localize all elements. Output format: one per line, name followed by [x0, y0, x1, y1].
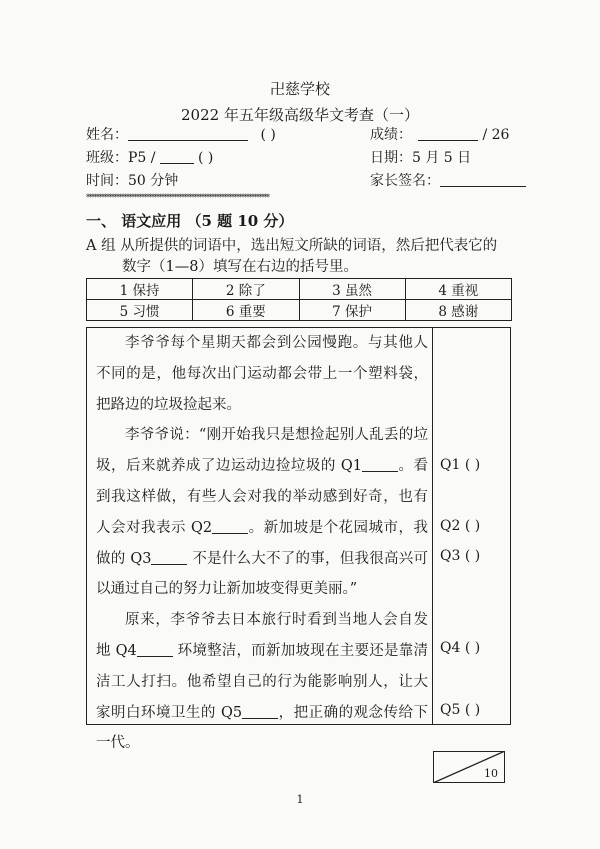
time-label: 时间：50 分钟	[86, 173, 179, 189]
passage-text	[96, 328, 428, 759]
class-field[interactable]	[160, 149, 194, 164]
word-option: 7 保护	[299, 300, 405, 321]
blank-q4[interactable]	[137, 642, 173, 657]
blank-q5[interactable]	[242, 704, 278, 719]
blank-q2[interactable]	[212, 519, 248, 534]
name-row	[86, 124, 276, 144]
class-row	[86, 147, 213, 167]
word-bank-row	[87, 279, 512, 300]
score-field[interactable]	[418, 126, 478, 141]
passage-paragraph-2: 李爷爷说：“刚开始我只是想捡起别人乱丢的垃圾，后来就养成了边运动边捡垃圾的 Q1 。看到我这样做，有些人会对我的举动感到好奇，也有人会对我表示 Q2 。新加坡是个花园城市，我做的 Q3 不是什么大不了的事，但我很高兴可以通过自己的努力让新加坡变得更美丽。”	[96, 427, 428, 598]
parent-row	[370, 170, 526, 190]
blank-q1[interactable]	[362, 457, 398, 472]
answer-q3[interactable]: Q3 ( )	[440, 548, 481, 564]
word-option: 8 感谢	[405, 300, 511, 321]
answer-q1[interactable]: Q1 ( )	[440, 457, 481, 473]
score-total: / 26	[482, 127, 510, 143]
word-option: 3 虽然	[299, 279, 405, 300]
word-bank-table	[86, 278, 512, 321]
parent-signature-label: 家长签名：	[370, 173, 440, 189]
passage-paragraph-3: 原来，李爷爷去日本旅行时看到当地人会自发地 Q4 环境整洁，而新加坡现在主要还是靠清洁工人打扫。他希望自己的行为能影响别人，让大家明白环境卫生的 Q5 ，把正确的观念传给下一代。	[96, 612, 429, 752]
page-number: 1	[296, 793, 304, 806]
word-bank-row	[87, 300, 512, 321]
name-index-paren[interactable]: ( )	[260, 127, 276, 143]
word-option: 1 保持	[87, 279, 193, 300]
section-title: 一、 语文应用 （5 题 10 分）	[86, 212, 294, 230]
score-row	[370, 124, 509, 144]
instruction-line-2: 数字（1—8）填写在右边的括号里。	[122, 259, 358, 275]
answer-q2[interactable]: Q2 ( )	[440, 518, 481, 534]
instruction-line-1: A 组 从所提供的词语中，选出短文所缺的词语，然后把代表它的	[86, 238, 498, 254]
score-box-value: 10	[484, 767, 498, 780]
score-label: 成绩：	[370, 127, 412, 143]
star-separator: *************************************************************************	[86, 193, 269, 202]
word-option: 2 除了	[193, 279, 299, 300]
name-field[interactable]	[128, 126, 248, 141]
answer-column-divider	[432, 327, 433, 725]
exam-title: 2022 年五年级高级华文考查（一）	[181, 106, 419, 124]
name-label: 姓名：	[86, 127, 128, 143]
passage-paragraph-1: 李爷爷每个星期天都会到公园慢跑。与其他人不同的是，他每次出门运动都会带上一个塑料袋，把路边的垃圾捡起来。	[96, 335, 428, 413]
class-index-paren[interactable]: ( )	[197, 150, 214, 166]
section-score-box	[433, 751, 505, 783]
class-label: 班级：P5 /	[86, 150, 156, 166]
blank-q3[interactable]	[151, 550, 187, 565]
word-option: 5 习惯	[87, 300, 193, 321]
school-name: 卍慈学校	[269, 80, 330, 98]
instructions	[86, 236, 516, 278]
answer-q5[interactable]: Q5 ( )	[440, 702, 481, 718]
word-option: 6 重要	[193, 300, 299, 321]
parent-signature-field[interactable]	[440, 172, 526, 187]
date-label: 日期：5 月 5 日	[370, 150, 472, 166]
word-option: 4 重视	[405, 279, 511, 300]
answer-q4[interactable]: Q4 ( )	[440, 640, 481, 656]
